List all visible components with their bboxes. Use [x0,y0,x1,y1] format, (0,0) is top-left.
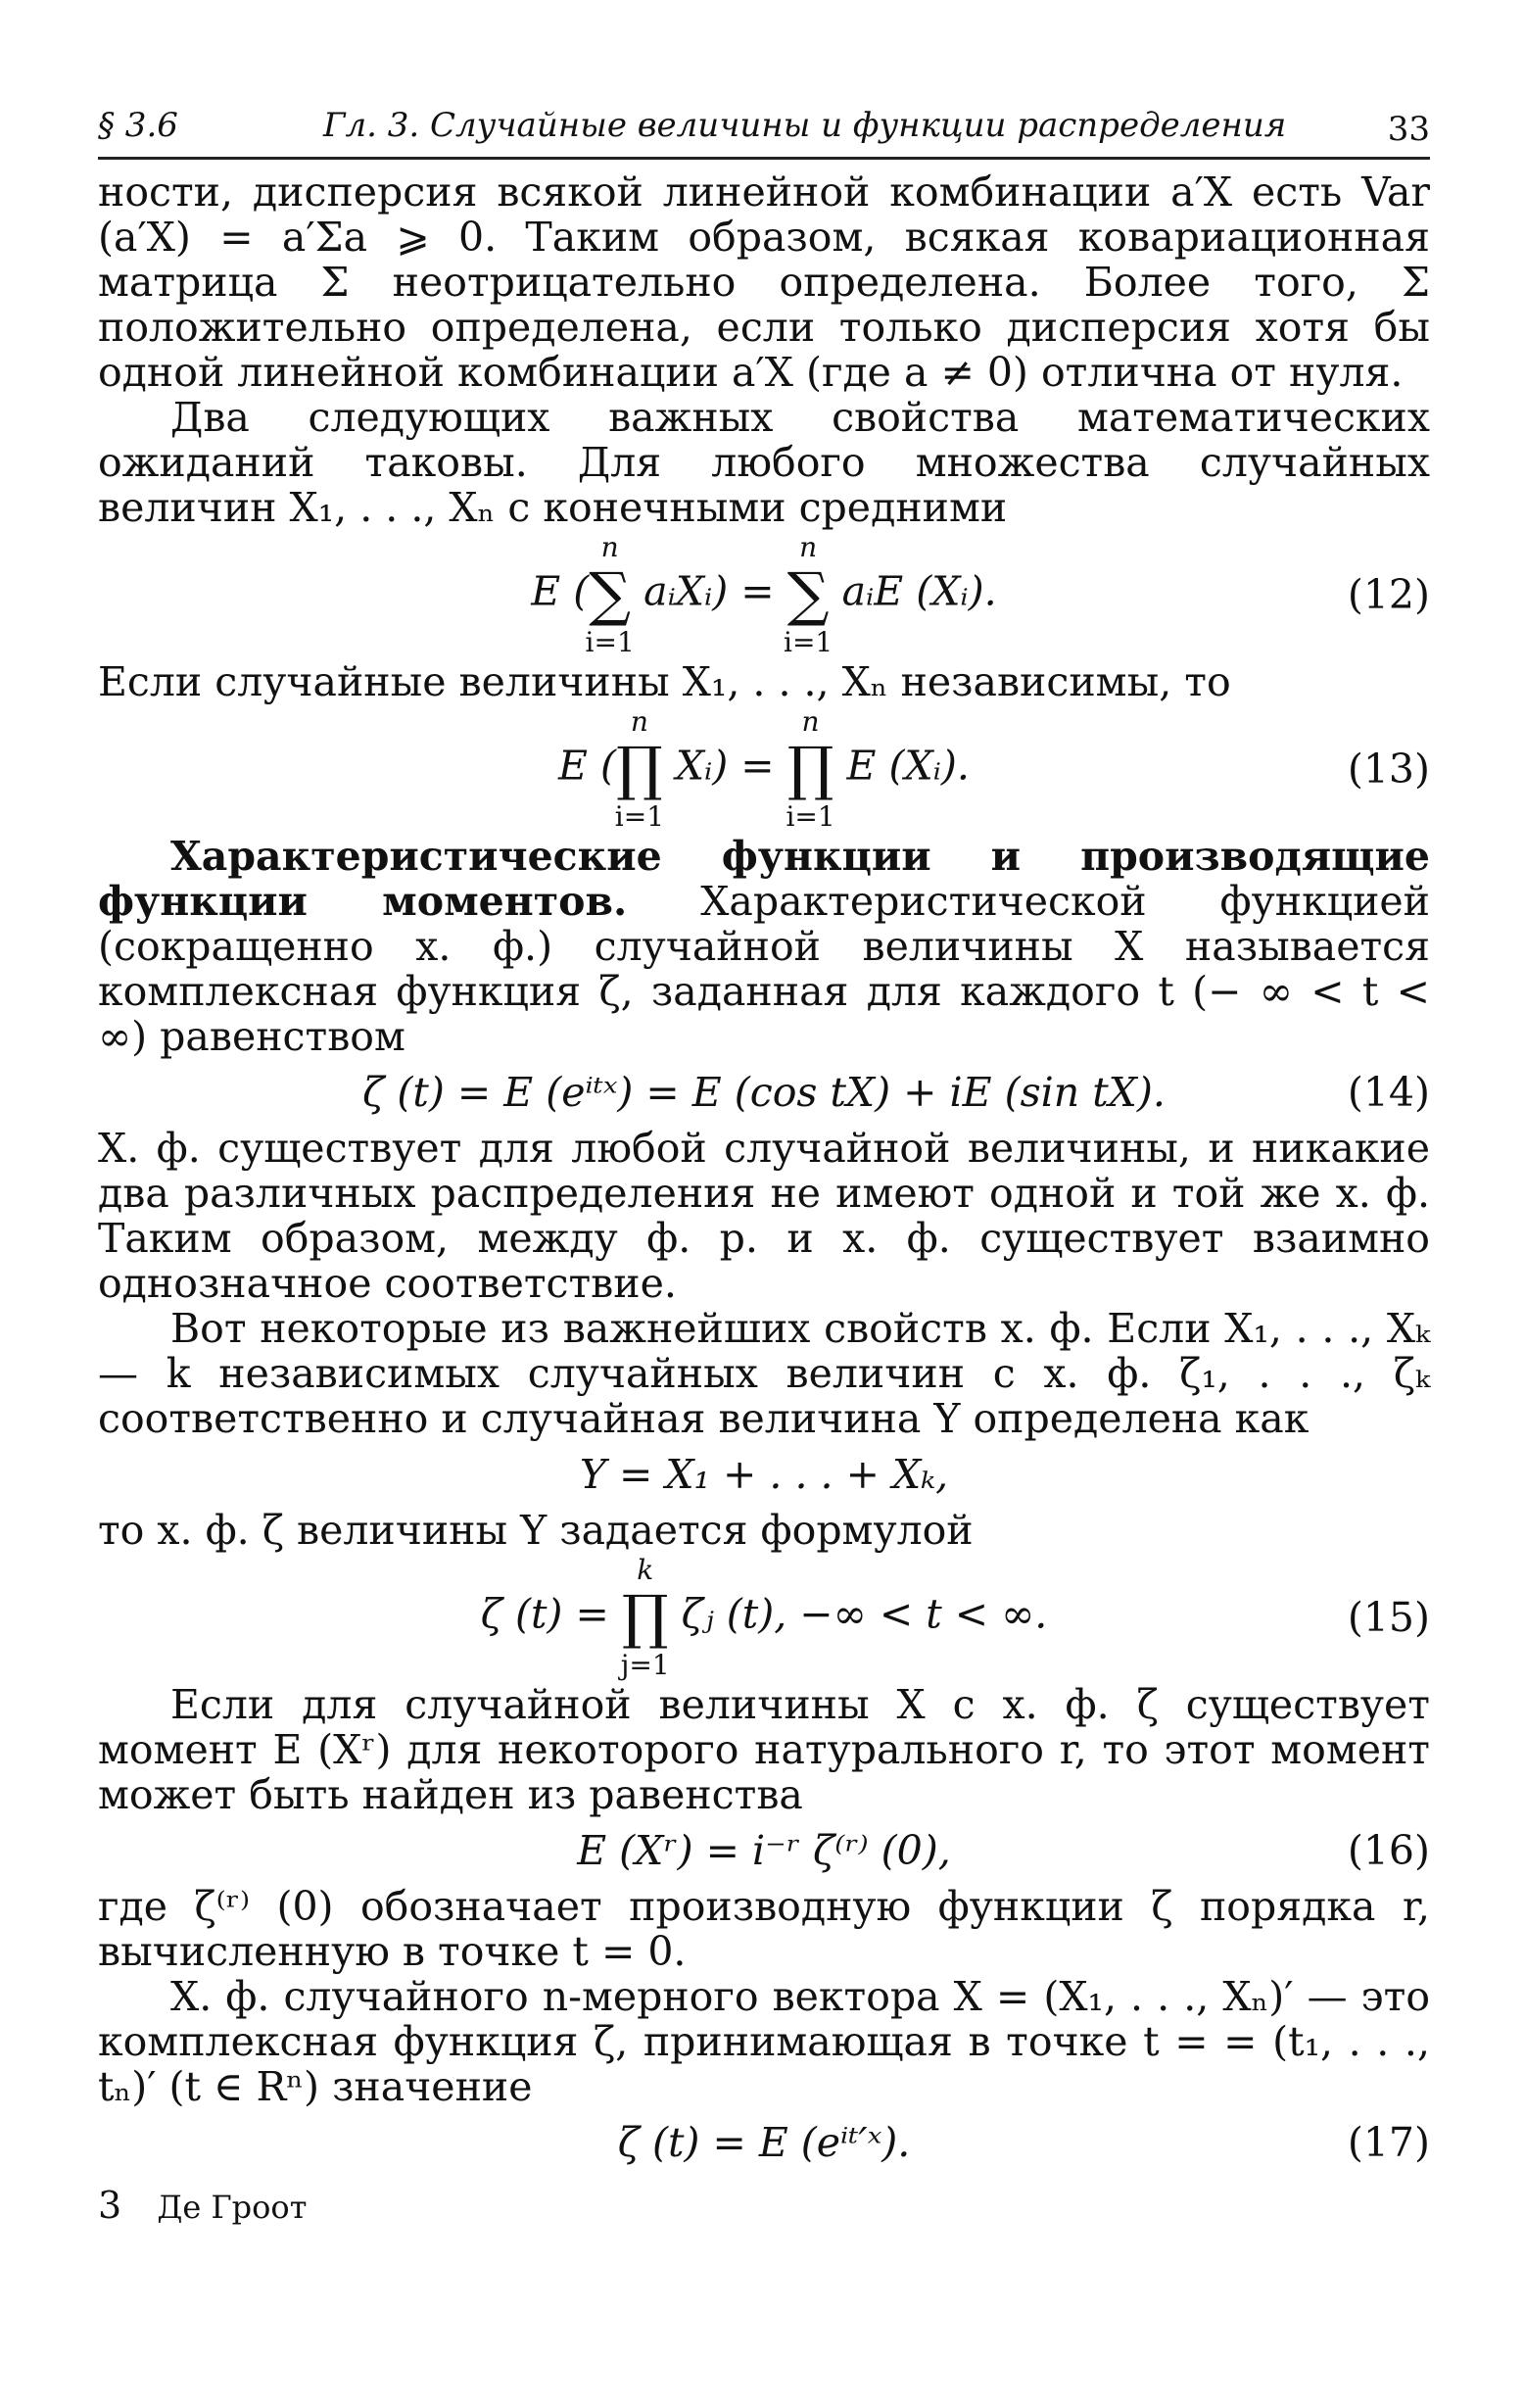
chapter-title: Гл. 3. Случайные величины и функции распределения [323,106,1287,145]
equation-17 [98,2115,1430,2170]
product-lower-limit: i=1 [614,800,665,833]
eq17-text: ζ (t) = E (eⁱᵗ′ˣ). [617,2119,911,2166]
equation-14 [98,1065,1430,1120]
product-upper-limit: k [637,1554,654,1586]
equation-number: (14) [1347,1069,1430,1116]
paragraph-2: Два следующих важных свойства математических ожиданий таковы. Для любого множества случайных величин X₁, . . ., Xₙ с конечными средними [98,394,1430,531]
eq15-rhs: ζⱼ (t), −∞ < t < ∞. [681,1590,1048,1638]
paragraph-5: Х. ф. существует для любой случайной величины, и никакие два различных распределения не имеют одной и той же х. ф. Таким образом, между ф. р. и х. ф. существует взаимно однозначное соответствие. [98,1125,1430,1307]
paragraph-10: Х. ф. случайного n-мерного вектора X = (X₁, . . ., Xₙ)′ — это комплексная функция ζ, принимающая в точке t = = (t₁, . . ., tₙ)′ (t ∈ Rⁿ) значение [98,1973,1430,2110]
book-page [98,98,1430,2227]
equation-12 [98,531,1430,658]
equation-number: (13) [1347,746,1430,793]
eq-y-text: Y = X₁ + . . . + Xₖ, [579,1451,949,1498]
equation-number: (12) [1347,571,1430,618]
equation-y [98,1447,1430,1502]
signature-number: 3 [98,2184,122,2227]
eq12-inner1: aᵢXᵢ) = [643,567,787,615]
paragraph-body: Характеристической функцией (сокращенно х. ф.) случайной величины X называется комплексная функция ζ, заданная для каждого t (− ∞ < t < ∞) равенством [98,878,1430,1060]
product-lower-limit: j=1 [620,1649,670,1681]
paragraph-3: Если случайные величины X₁, . . ., Xₙ независимы, то [98,658,1231,705]
paragraph-1: ности, дисперсия всякой линейной комбинации a′X есть Var (a′X) = a′Σa ⩾ 0. Таким образом, всякая ковариационная матрица Σ неотрицательно определена. Более того, Σ положительно определена, если только дисперсия хотя бы одной линейной комбинации a′X (где a ≠ 0) отлична от нуля. [98,169,1430,396]
paragraph-4 [98,834,1430,1059]
footer [98,2184,1430,2227]
product-symbol: ∏ n i=1 [786,705,835,833]
paragraph-heading: Характеристические функции и производящие функции моментов. [98,833,1430,925]
section-number: § 3.6 [98,106,178,145]
sum-lower-limit: i=1 [783,626,833,658]
sum-upper-limit: n [799,531,818,563]
sum-lower-limit: i=1 [585,626,635,658]
product-upper-limit: n [801,705,820,738]
paragraph-6: Вот некоторые из важнейших свойств х. ф. Если X₁, . . ., Xₖ — k независимых случайных величин с х. ф. ζ₁, . . ., ζₖ соответственно и случайная величина Y определена как [98,1305,1430,1442]
eq13-inner1: Xᵢ) = [675,742,787,790]
eq12-inner2: aᵢE (Xᵢ). [841,567,997,615]
equation-number: (15) [1347,1594,1430,1641]
product-symbol: ∏ n i=1 [614,705,665,833]
eq16-text: E (Xʳ) = i⁻ʳ ζ⁽ʳ⁾ (0), [577,1827,951,1874]
product-symbol: ∏ k j=1 [620,1554,670,1681]
eq14-text: ζ (t) = E (eⁱᵗˣ) = E (cos tX) + iE (sin tX). [362,1069,1166,1116]
product-upper-limit: n [630,705,648,738]
footer-author: Де Гроот [157,2189,308,2226]
eq12-lhs: E ( [531,567,590,615]
running-header [98,98,1430,160]
paragraph-7: то х. ф. ζ величины Y задается формулой [98,1507,974,1554]
equation-15 [98,1554,1430,1681]
sum-symbol: ∑ n i=1 [783,531,833,658]
eq15-lhs: ζ (t) = [480,1590,622,1638]
sum-symbol: ∑ n i=1 [585,531,635,658]
eq13-lhs: E ( [558,742,617,790]
page-number: 33 [1387,110,1430,149]
equation-number: (16) [1347,1827,1430,1874]
paragraph-8: Если для случайной величины X с х. ф. ζ существует момент E (Xʳ) для некоторого натурального r, то этот момент может быть найден из равенства [98,1681,1430,1818]
equation-number: (17) [1347,2119,1430,2166]
equation-13 [98,705,1430,833]
sum-upper-limit: n [600,531,619,563]
eq13-inner2: E (Xᵢ). [846,742,970,790]
paragraph-9: где ζ⁽ʳ⁾ (0) обозначает производную функции ζ порядка r, вычисленную в точке t = 0. [98,1883,1430,1975]
product-lower-limit: i=1 [786,800,835,833]
equation-16 [98,1823,1430,1878]
